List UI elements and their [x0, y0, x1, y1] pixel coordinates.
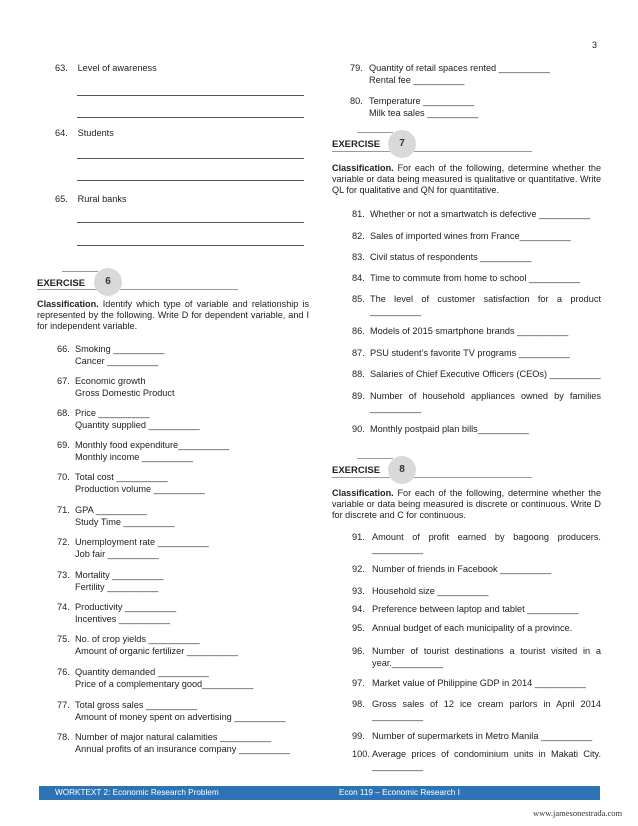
item-text: Annual budget of each municipality of a province.	[372, 623, 573, 633]
list-item	[352, 730, 592, 742]
item-line-b: Incentives __________	[75, 614, 171, 624]
instructions-heading: Classification.	[332, 163, 394, 173]
item-text: Average prices of condominium units in Makati City. __________	[372, 749, 601, 771]
item-text: Civil status of respondents __________	[370, 252, 532, 262]
item-text: Preference between laptop and tablet __________	[372, 604, 579, 614]
divider	[62, 271, 98, 272]
divider	[332, 477, 390, 478]
list-item	[352, 423, 529, 435]
list-item	[57, 407, 200, 431]
item-number: 74.	[57, 602, 70, 612]
item-line-b: Fertility __________	[75, 582, 159, 592]
item-number: 92.	[352, 564, 365, 574]
item-line-b: Monthly income __________	[75, 452, 193, 462]
item-text: Models of 2015 smartphone brands __________	[370, 326, 569, 336]
item-line-b: Price of a complementary good__________	[75, 679, 254, 689]
item-text: Amount of profit earned by bagoong producers. __________	[372, 532, 601, 554]
list-item	[352, 585, 488, 597]
exercise-number-badge: 8	[388, 456, 416, 484]
item-line-a: Mortality __________	[75, 570, 164, 580]
item-line-a: Economic growth	[75, 376, 146, 386]
item-number: 79.	[350, 63, 363, 73]
list-item	[57, 633, 238, 657]
item-number: 93.	[352, 586, 365, 596]
list-item	[57, 666, 253, 690]
item-number: 83.	[352, 252, 365, 262]
list-item	[350, 95, 478, 119]
answer-line[interactable]	[77, 245, 304, 246]
item-line-b: Quantity supplied __________	[75, 420, 200, 430]
page-number: 3	[592, 40, 598, 50]
answer-line[interactable]	[77, 117, 304, 118]
exercise-instructions	[332, 488, 601, 521]
item-number: 89.	[352, 391, 365, 401]
item-text: Market value of Philippine GDP in 2014 __________	[372, 678, 586, 688]
list-item	[57, 536, 209, 560]
list-item	[352, 293, 601, 317]
item-number: 72.	[57, 537, 70, 547]
item-line-b: Production volume __________	[75, 484, 205, 494]
item-line-b: Study Time __________	[75, 517, 175, 527]
list-item	[352, 208, 590, 220]
item-line-a: Price __________	[75, 408, 150, 418]
list-item	[57, 569, 163, 593]
item-text: Time to commute from home to school __________	[370, 273, 581, 283]
item-line-a: Number of major natural calamities __________	[75, 732, 272, 742]
item-number: 65.	[55, 194, 68, 204]
item-text: Level of awareness	[77, 63, 157, 73]
answer-line[interactable]	[77, 158, 304, 159]
item-line-b: Annual profits of an insurance company __________	[75, 744, 291, 754]
item-line-b: Gross Domestic Product	[75, 388, 175, 398]
website-url[interactable]: www.jamesonestrada.com	[533, 808, 623, 818]
divider	[357, 458, 393, 459]
item-number: 64.	[55, 128, 68, 138]
list-item	[352, 251, 531, 263]
list-item	[57, 471, 205, 495]
item-text: Salaries of Chief Executive Officers (CEOs) __________	[370, 369, 601, 379]
item-number: 78.	[57, 732, 70, 742]
instructions-text: Identify which type of variable and relationship is represented by the following. Write D for dependent variable, and I for independent variable.	[37, 299, 310, 331]
item-number: 88.	[352, 369, 365, 379]
list-item	[55, 127, 114, 139]
item-number: 95.	[352, 623, 365, 633]
item-text: Number of tourist destinations a tourist visited in a year.__________	[372, 646, 601, 668]
list-item	[352, 368, 601, 380]
item-line-a: Productivity __________	[75, 602, 177, 612]
list-item	[352, 272, 580, 284]
list-item	[57, 343, 164, 367]
item-number: 69.	[57, 440, 70, 450]
answer-line[interactable]	[77, 180, 304, 181]
list-item	[352, 603, 578, 615]
instructions-text: For each of the following, determine whether the variable or data being measured is discrete or continuous. Write D for discrete and C for continuous.	[332, 488, 601, 520]
item-number: 68.	[57, 408, 70, 418]
list-item	[55, 62, 157, 74]
item-text: Monthly postpaid plan bills__________	[370, 424, 529, 434]
footer-bar	[39, 786, 600, 800]
item-line-b: Job fair __________	[75, 549, 159, 559]
exercise-number-badge: 7	[388, 130, 416, 158]
item-text: PSU student’s favorite TV programs __________	[370, 348, 570, 358]
list-item	[352, 677, 586, 689]
item-line-a: Total gross sales __________	[75, 700, 198, 710]
footer-right-text: Econ 119 – Economic Research I	[339, 788, 460, 797]
item-line-a: Monthly food expenditure__________	[75, 440, 230, 450]
item-line-a: Total cost __________	[75, 472, 168, 482]
item-line-a: Temperature __________	[369, 96, 475, 106]
item-number: 76.	[57, 667, 70, 677]
item-number: 80.	[350, 96, 363, 106]
list-item	[352, 698, 601, 722]
item-text: Household size __________	[372, 586, 489, 596]
instructions-heading: Classification.	[37, 299, 99, 309]
item-number: 77.	[57, 700, 70, 710]
list-item	[57, 699, 285, 723]
item-number: 67.	[57, 376, 70, 386]
item-number: 84.	[352, 273, 365, 283]
item-line-b: Amount of organic fertilizer __________	[75, 646, 238, 656]
item-number: 82.	[352, 231, 365, 241]
item-number: 81.	[352, 209, 365, 219]
item-number: 100.	[352, 749, 370, 759]
item-text: Number of household appliances owned by families __________	[370, 391, 601, 413]
list-item	[352, 531, 601, 555]
item-text: Gross sales of 12 ice cream parlors in April 2014 __________	[372, 699, 601, 721]
item-number: 73.	[57, 570, 70, 580]
item-line-a: Quantity demanded __________	[75, 667, 209, 677]
item-number: 98.	[352, 699, 365, 709]
item-line-b: Rental fee __________	[369, 75, 465, 85]
item-line-a: Smoking __________	[75, 344, 165, 354]
item-number: 87.	[352, 348, 365, 358]
list-item	[352, 347, 570, 359]
footer-left-text: WORKTEXT 2: Economic Research Problem	[55, 788, 219, 797]
list-item	[352, 390, 601, 414]
item-line-a: GPA __________	[75, 505, 147, 515]
item-line-a: Quantity of retail spaces rented __________	[369, 63, 550, 73]
divider	[414, 151, 532, 152]
list-item	[57, 731, 290, 755]
item-text: Sales of imported wines from France__________	[370, 231, 571, 241]
item-number: 97.	[352, 678, 365, 688]
answer-line[interactable]	[77, 222, 304, 223]
instructions-text: For each of the following, determine whether the variable or data being measured is qualitative or quantitative. Write QL for qualitative and QN for quantitative.	[332, 163, 601, 195]
item-line-b: Amount of money spent on advertising __________	[75, 712, 286, 722]
item-number: 85.	[352, 294, 365, 304]
item-text: Whether or not a smartwatch is defective __________	[370, 209, 591, 219]
list-item	[350, 62, 550, 86]
divider	[120, 289, 238, 290]
item-number: 94.	[352, 604, 365, 614]
item-line-a: Unemployment rate __________	[75, 537, 209, 547]
answer-line[interactable]	[77, 95, 304, 96]
exercise-instructions	[37, 299, 309, 332]
exercise-label: EXERCISE	[332, 139, 381, 150]
item-text: Rural banks	[77, 194, 127, 204]
item-number: 75.	[57, 634, 70, 644]
item-line-a: No. of crop yields __________	[75, 634, 200, 644]
item-line-b: Cancer __________	[75, 356, 159, 366]
list-item	[352, 622, 572, 634]
list-item	[352, 748, 601, 772]
divider	[414, 477, 532, 478]
item-text: The level of customer satisfaction for a product __________	[370, 294, 601, 316]
exercise-label: EXERCISE	[37, 278, 86, 289]
item-number: 70.	[57, 472, 70, 482]
item-number: 86.	[352, 326, 365, 336]
item-number: 90.	[352, 424, 365, 434]
list-item	[352, 563, 551, 575]
divider	[357, 132, 393, 133]
exercise-instructions	[332, 163, 601, 196]
item-line-b: Milk tea sales __________	[369, 108, 479, 118]
item-number: 96.	[352, 646, 365, 656]
list-item	[57, 601, 176, 625]
item-number: 71.	[57, 505, 70, 515]
list-item	[352, 325, 568, 337]
list-item	[57, 504, 175, 528]
item-number: 99.	[352, 731, 365, 741]
list-item	[352, 230, 571, 242]
list-item	[55, 193, 127, 205]
item-text: Number of supermarkets in Metro Manila __________	[372, 731, 593, 741]
list-item	[57, 375, 175, 399]
list-item	[57, 439, 229, 463]
exercise-number-badge: 6	[94, 268, 122, 296]
list-item	[352, 645, 601, 669]
divider	[332, 151, 390, 152]
item-text: Students	[77, 128, 114, 138]
item-number: 63.	[55, 63, 68, 73]
item-text: Number of friends in Facebook __________	[372, 564, 552, 574]
item-number: 91.	[352, 532, 365, 542]
exercise-label: EXERCISE	[332, 465, 381, 476]
item-number: 66.	[57, 344, 70, 354]
divider	[37, 289, 97, 290]
instructions-heading: Classification.	[332, 488, 394, 498]
